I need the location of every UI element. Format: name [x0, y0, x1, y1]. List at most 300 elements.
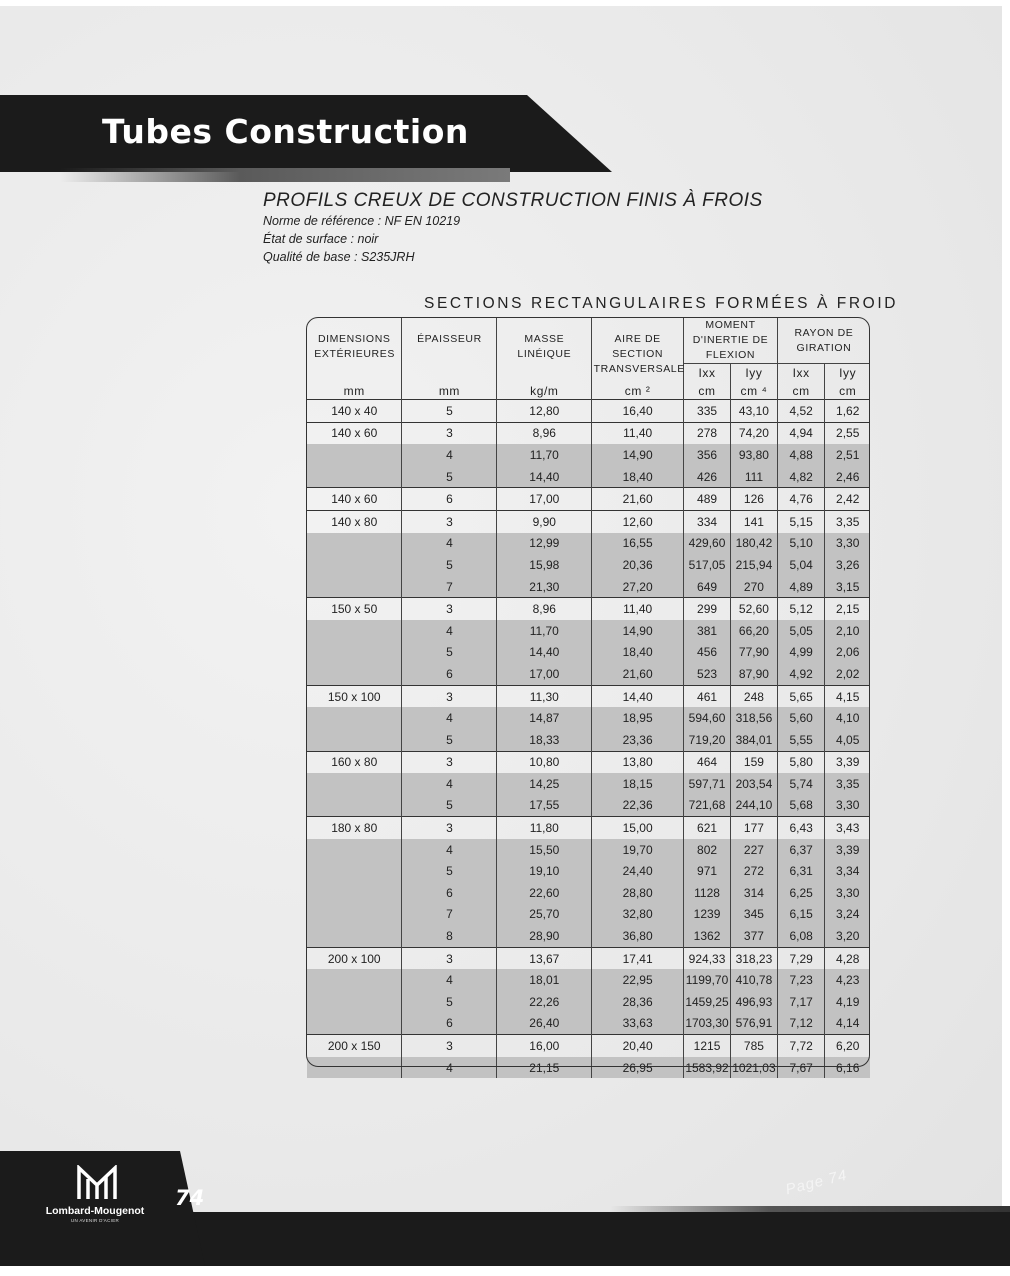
cell-dimension: [307, 969, 402, 991]
cell-aire: 22,36: [592, 795, 684, 817]
cell-masse: 17,00: [497, 663, 592, 685]
cell-ixx: 924,33: [684, 947, 731, 969]
cell-masse: 15,98: [497, 554, 592, 576]
unit-ixx: cm: [684, 384, 731, 400]
table-row: [307, 1013, 870, 1035]
cell-dimension: [307, 882, 402, 904]
cell-epaisseur: 3: [402, 751, 497, 773]
cell-epaisseur: 6: [402, 663, 497, 685]
cell-ryy: 4,05: [825, 729, 870, 751]
cell-aire: 18,95: [592, 707, 684, 729]
cell-iyy: 496,93: [730, 991, 777, 1013]
cell-iyy: 272: [730, 860, 777, 882]
cell-dimension: [307, 707, 402, 729]
cell-masse: 8,96: [497, 598, 592, 620]
cell-rxx: 4,89: [777, 576, 825, 598]
cell-dimension: 200 x 100: [307, 947, 402, 969]
table-row: [307, 707, 870, 729]
cell-masse: 19,10: [497, 860, 592, 882]
cell-ixx: 381: [684, 620, 731, 642]
cell-rxx: 5,74: [777, 773, 825, 795]
cell-aire: 21,60: [592, 488, 684, 511]
cell-ryy: 2,10: [825, 620, 870, 642]
cell-iyy: 227: [730, 839, 777, 861]
cell-iyy: 345: [730, 904, 777, 926]
cell-dimension: [307, 1057, 402, 1079]
cell-epaisseur: 3: [402, 817, 497, 839]
cell-epaisseur: 4: [402, 1057, 497, 1079]
cell-epaisseur: 3: [402, 947, 497, 969]
cell-aire: 20,40: [592, 1035, 684, 1057]
cell-masse: 9,90: [497, 510, 592, 532]
cell-rxx: 5,05: [777, 620, 825, 642]
page-watermark: Page 74: [783, 1166, 850, 1199]
cell-rxx: 6,31: [777, 860, 825, 882]
cell-ryy: 2,55: [825, 422, 870, 444]
cell-iyy: 77,90: [730, 642, 777, 664]
cell-dimension: 140 x 40: [307, 400, 402, 423]
table-row: [307, 751, 870, 773]
cell-rxx: 4,94: [777, 422, 825, 444]
cell-ryy: 3,35: [825, 510, 870, 532]
cell-ryy: 3,35: [825, 773, 870, 795]
cell-iyy: 248: [730, 685, 777, 707]
cell-aire: 32,80: [592, 904, 684, 926]
cell-epaisseur: 5: [402, 729, 497, 751]
cell-aire: 20,36: [592, 554, 684, 576]
cell-dimension: [307, 729, 402, 751]
table-row: [307, 533, 870, 555]
cell-aire: 27,20: [592, 576, 684, 598]
cell-epaisseur: 3: [402, 685, 497, 707]
cell-masse: 11,80: [497, 817, 592, 839]
cell-rxx: 4,82: [777, 466, 825, 488]
cell-epaisseur: 5: [402, 860, 497, 882]
cell-ixx: 523: [684, 663, 731, 685]
cell-ixx: 335: [684, 400, 731, 423]
cell-epaisseur: 5: [402, 642, 497, 664]
table-row: [307, 882, 870, 904]
unit-air: cm ²: [592, 384, 684, 400]
cell-iyy: 244,10: [730, 795, 777, 817]
cell-dimension: 150 x 100: [307, 685, 402, 707]
cell-epaisseur: 6: [402, 882, 497, 904]
cell-ixx: 299: [684, 598, 731, 620]
cell-ryy: 3,30: [825, 795, 870, 817]
cell-dimension: 150 x 50: [307, 598, 402, 620]
table-row: [307, 773, 870, 795]
cell-dimension: 180 x 80: [307, 817, 402, 839]
cell-rxx: 5,60: [777, 707, 825, 729]
table-row: [307, 904, 870, 926]
cell-iyy: 270: [730, 576, 777, 598]
table-row: [307, 400, 870, 423]
table-row: [307, 991, 870, 1013]
cell-iyy: 43,10: [730, 400, 777, 423]
cell-rxx: 7,23: [777, 969, 825, 991]
cell-epaisseur: 6: [402, 1013, 497, 1035]
cell-ixx: 802: [684, 839, 731, 861]
cell-rxx: 7,29: [777, 947, 825, 969]
cell-ixx: 429,60: [684, 533, 731, 555]
cell-masse: 21,15: [497, 1057, 592, 1079]
cell-ryy: 2,46: [825, 466, 870, 488]
cell-aire: 24,40: [592, 860, 684, 882]
table-row: [307, 576, 870, 598]
cell-aire: 28,36: [592, 991, 684, 1013]
cell-ixx: 517,05: [684, 554, 731, 576]
header-ryy: Iyy: [825, 364, 870, 384]
cell-dimension: [307, 795, 402, 817]
cell-aire: 18,40: [592, 642, 684, 664]
cell-ixx: 1239: [684, 904, 731, 926]
cell-ixx: 334: [684, 510, 731, 532]
cell-rxx: 5,68: [777, 795, 825, 817]
cell-dimension: [307, 839, 402, 861]
cell-ryy: 3,30: [825, 882, 870, 904]
cell-epaisseur: 5: [402, 466, 497, 488]
cell-aire: 26,95: [592, 1057, 684, 1079]
cell-iyy: 203,54: [730, 773, 777, 795]
cell-ixx: 1199,70: [684, 969, 731, 991]
table-row: [307, 860, 870, 882]
cell-ryy: 1,62: [825, 400, 870, 423]
cell-ryy: 6,20: [825, 1035, 870, 1057]
cell-ryy: 3,30: [825, 533, 870, 555]
table-row: [307, 598, 870, 620]
cell-iyy: 111: [730, 466, 777, 488]
bottom-margin: [0, 1266, 1010, 1276]
cell-dimension: 140 x 60: [307, 422, 402, 444]
cell-rxx: 6,37: [777, 839, 825, 861]
cell-dimension: [307, 466, 402, 488]
cell-epaisseur: 3: [402, 510, 497, 532]
cell-masse: 22,26: [497, 991, 592, 1013]
cell-ixx: 594,60: [684, 707, 731, 729]
cell-ryy: 2,06: [825, 642, 870, 664]
cell-epaisseur: 5: [402, 991, 497, 1013]
cell-aire: 16,40: [592, 400, 684, 423]
cell-ixx: 1215: [684, 1035, 731, 1057]
cell-aire: 18,40: [592, 466, 684, 488]
cell-aire: 17,41: [592, 947, 684, 969]
cell-masse: 13,67: [497, 947, 592, 969]
cell-masse: 12,80: [497, 400, 592, 423]
cell-ryy: 4,19: [825, 991, 870, 1013]
cell-ryy: 6,16: [825, 1057, 870, 1079]
cell-ixx: 1459,25: [684, 991, 731, 1013]
sections-table: [307, 318, 870, 1078]
cell-dimension: 140 x 80: [307, 510, 402, 532]
cell-dimension: [307, 533, 402, 555]
cell-masse: 21,30: [497, 576, 592, 598]
cell-ryy: 3,39: [825, 839, 870, 861]
cell-iyy: 215,94: [730, 554, 777, 576]
top-margin: [0, 0, 1010, 6]
cell-aire: 15,00: [592, 817, 684, 839]
cell-ixx: 719,20: [684, 729, 731, 751]
cell-masse: 14,25: [497, 773, 592, 795]
cell-aire: 23,36: [592, 729, 684, 751]
cell-dimension: 200 x 150: [307, 1035, 402, 1057]
cell-ixx: 1583,92: [684, 1057, 731, 1079]
cell-ryy: 3,26: [825, 554, 870, 576]
cell-dimension: [307, 860, 402, 882]
cell-rxx: 4,76: [777, 488, 825, 511]
cell-epaisseur: 3: [402, 598, 497, 620]
table-body: [307, 400, 870, 1079]
cell-masse: 16,00: [497, 1035, 592, 1057]
unit-ryy: cm: [825, 384, 870, 400]
cell-epaisseur: 4: [402, 839, 497, 861]
cell-epaisseur: 3: [402, 1035, 497, 1057]
cell-aire: 14,90: [592, 620, 684, 642]
cell-rxx: 6,08: [777, 925, 825, 947]
table-row: [307, 554, 870, 576]
header-masse: MASSE LINÉIQUE: [497, 318, 592, 384]
cell-iyy: 87,90: [730, 663, 777, 685]
table-row: [307, 685, 870, 707]
cell-rxx: 6,25: [777, 882, 825, 904]
cell-iyy: 314: [730, 882, 777, 904]
cell-masse: 11,70: [497, 620, 592, 642]
cell-rxx: 5,10: [777, 533, 825, 555]
cell-rxx: 4,99: [777, 642, 825, 664]
cell-iyy: 410,78: [730, 969, 777, 991]
header-dimensions: DIMENSIONS EXTÉRIEURES: [314, 333, 395, 360]
cell-dimension: 140 x 60: [307, 488, 402, 511]
cell-epaisseur: 4: [402, 620, 497, 642]
cell-iyy: 318,56: [730, 707, 777, 729]
cell-ryy: 3,34: [825, 860, 870, 882]
brand-name: Lombard-Mougenot: [45, 1205, 145, 1217]
section-heading: PROFILS CREUX DE CONSTRUCTION FINIS À FROIS: [263, 190, 763, 211]
cell-iyy: 93,80: [730, 444, 777, 466]
cell-iyy: 180,42: [730, 533, 777, 555]
etat-surface: État de surface : noir: [263, 232, 379, 246]
cell-ryy: 3,15: [825, 576, 870, 598]
cell-aire: 16,55: [592, 533, 684, 555]
cell-ryy: 3,24: [825, 904, 870, 926]
cell-aire: 33,63: [592, 1013, 684, 1035]
table-row: [307, 510, 870, 532]
cell-ixx: 278: [684, 422, 731, 444]
cell-rxx: 5,55: [777, 729, 825, 751]
cell-dimension: [307, 991, 402, 1013]
cell-rxx: 5,80: [777, 751, 825, 773]
cell-masse: 28,90: [497, 925, 592, 947]
cell-ixx: 356: [684, 444, 731, 466]
cell-masse: 15,50: [497, 839, 592, 861]
cell-dimension: [307, 444, 402, 466]
cell-masse: 26,40: [497, 1013, 592, 1035]
header-iyy: Iyy: [730, 364, 777, 384]
lm-monogram-icon: [76, 1165, 118, 1201]
cell-epaisseur: 8: [402, 925, 497, 947]
unit-dim: mm: [343, 383, 365, 398]
cell-rxx: 7,72: [777, 1035, 825, 1057]
cell-epaisseur: 3: [402, 422, 497, 444]
cell-aire: 22,95: [592, 969, 684, 991]
cell-dimension: [307, 904, 402, 926]
qualite-base: Qualité de base : S235JRH: [263, 250, 415, 264]
cell-ryy: 4,23: [825, 969, 870, 991]
cell-epaisseur: 5: [402, 400, 497, 423]
cell-aire: 14,40: [592, 685, 684, 707]
table-row: [307, 444, 870, 466]
cell-rxx: 4,52: [777, 400, 825, 423]
cell-ixx: 426: [684, 466, 731, 488]
cell-ixx: 597,71: [684, 773, 731, 795]
cell-masse: 10,80: [497, 751, 592, 773]
cell-masse: 8,96: [497, 422, 592, 444]
cell-iyy: 126: [730, 488, 777, 511]
cell-ixx: 456: [684, 642, 731, 664]
cell-dimension: [307, 925, 402, 947]
norme-reference: Norme de référence : NF EN 10219: [263, 214, 461, 228]
cell-masse: 14,40: [497, 466, 592, 488]
right-margin: [1002, 0, 1010, 1276]
cell-rxx: 5,04: [777, 554, 825, 576]
cell-rxx: 6,15: [777, 904, 825, 926]
table-row: [307, 1035, 870, 1057]
cell-masse: 18,33: [497, 729, 592, 751]
cell-ixx: 464: [684, 751, 731, 773]
cell-masse: 17,55: [497, 795, 592, 817]
cell-dimension: [307, 1013, 402, 1035]
header-moment: MOMENT D'INERTIE DE FLEXION: [684, 318, 778, 364]
cell-ryy: 4,14: [825, 1013, 870, 1035]
table-row: [307, 1057, 870, 1079]
cell-aire: 21,60: [592, 663, 684, 685]
cell-aire: 12,60: [592, 510, 684, 532]
cell-masse: 25,70: [497, 904, 592, 926]
cell-dimension: [307, 773, 402, 795]
table-row: [307, 466, 870, 488]
cell-ryy: 2,42: [825, 488, 870, 511]
cell-ryy: 4,28: [825, 947, 870, 969]
cell-ixx: 461: [684, 685, 731, 707]
cell-dimension: [307, 576, 402, 598]
banner-stripe: [60, 168, 510, 182]
cell-epaisseur: 7: [402, 576, 497, 598]
cell-epaisseur: 4: [402, 969, 497, 991]
cell-iyy: 377: [730, 925, 777, 947]
cell-iyy: 785: [730, 1035, 777, 1057]
header-aire: AIRE DE SECTION TRANSVERSALE: [592, 318, 684, 384]
cell-dimension: [307, 663, 402, 685]
table-row: [307, 642, 870, 664]
cell-ixx: 489: [684, 488, 731, 511]
cell-epaisseur: 7: [402, 904, 497, 926]
cell-aire: 14,90: [592, 444, 684, 466]
table-row: [307, 488, 870, 511]
cell-iyy: 141: [730, 510, 777, 532]
table-title: SECTIONS RECTANGULAIRES FORMÉES À FROID: [424, 295, 899, 312]
cell-dimension: 160 x 80: [307, 751, 402, 773]
cell-rxx: 7,12: [777, 1013, 825, 1035]
cell-aire: 11,40: [592, 598, 684, 620]
cell-rxx: 5,12: [777, 598, 825, 620]
cell-epaisseur: 4: [402, 773, 497, 795]
cell-iyy: 576,91: [730, 1013, 777, 1035]
cell-ixx: 1703,30: [684, 1013, 731, 1035]
table-row: [307, 663, 870, 685]
cell-iyy: 66,20: [730, 620, 777, 642]
cell-dimension: [307, 554, 402, 576]
table-row: [307, 620, 870, 642]
unit-ep: mm: [402, 384, 497, 400]
cell-ixx: 721,68: [684, 795, 731, 817]
cell-rxx: 5,65: [777, 685, 825, 707]
cell-masse: 18,01: [497, 969, 592, 991]
cell-epaisseur: 4: [402, 444, 497, 466]
cell-aire: 11,40: [592, 422, 684, 444]
cell-iyy: 177: [730, 817, 777, 839]
cell-dimension: [307, 642, 402, 664]
cell-ixx: 1362: [684, 925, 731, 947]
cell-ryy: 2,51: [825, 444, 870, 466]
page-title: Tubes Construction: [102, 112, 469, 151]
cell-ryy: 4,15: [825, 685, 870, 707]
table-row: [307, 795, 870, 817]
cell-ixx: 649: [684, 576, 731, 598]
cell-ryy: 3,39: [825, 751, 870, 773]
table-row: [307, 422, 870, 444]
cell-ixx: 1128: [684, 882, 731, 904]
cell-masse: 12,99: [497, 533, 592, 555]
cell-rxx: 5,15: [777, 510, 825, 532]
cell-epaisseur: 6: [402, 488, 497, 511]
cell-ryy: 3,20: [825, 925, 870, 947]
cell-rxx: 4,88: [777, 444, 825, 466]
table-row: [307, 729, 870, 751]
cell-masse: 17,00: [497, 488, 592, 511]
header-rxx: Ixx: [777, 364, 825, 384]
cell-epaisseur: 5: [402, 554, 497, 576]
brand-tagline: UN AVENIR D'ACIER: [70, 1218, 120, 1223]
cell-iyy: 52,60: [730, 598, 777, 620]
cell-iyy: 384,01: [730, 729, 777, 751]
cell-ixx: 621: [684, 817, 731, 839]
cell-epaisseur: 4: [402, 533, 497, 555]
cell-aire: 28,80: [592, 882, 684, 904]
cell-aire: 18,15: [592, 773, 684, 795]
cell-ixx: 971: [684, 860, 731, 882]
table-row: [307, 817, 870, 839]
cell-rxx: 4,92: [777, 663, 825, 685]
cell-ryy: 2,02: [825, 663, 870, 685]
cell-ryy: 4,10: [825, 707, 870, 729]
cell-rxx: 7,67: [777, 1057, 825, 1079]
page-number: 74: [175, 1186, 205, 1210]
cell-aire: 13,80: [592, 751, 684, 773]
cell-rxx: 7,17: [777, 991, 825, 1013]
cell-aire: 19,70: [592, 839, 684, 861]
header-rayon: RAYON DE GIRATION: [777, 318, 870, 364]
cell-masse: 11,30: [497, 685, 592, 707]
cell-dimension: [307, 620, 402, 642]
cell-epaisseur: 5: [402, 795, 497, 817]
header-epaisseur: ÉPAISSEUR: [402, 318, 497, 384]
cell-rxx: 6,43: [777, 817, 825, 839]
table-row: [307, 969, 870, 991]
unit-mass: kg/m: [497, 384, 592, 400]
unit-rxx: cm: [777, 384, 825, 400]
unit-iyy: cm ⁴: [730, 384, 777, 400]
table-row: [307, 947, 870, 969]
cell-epaisseur: 4: [402, 707, 497, 729]
